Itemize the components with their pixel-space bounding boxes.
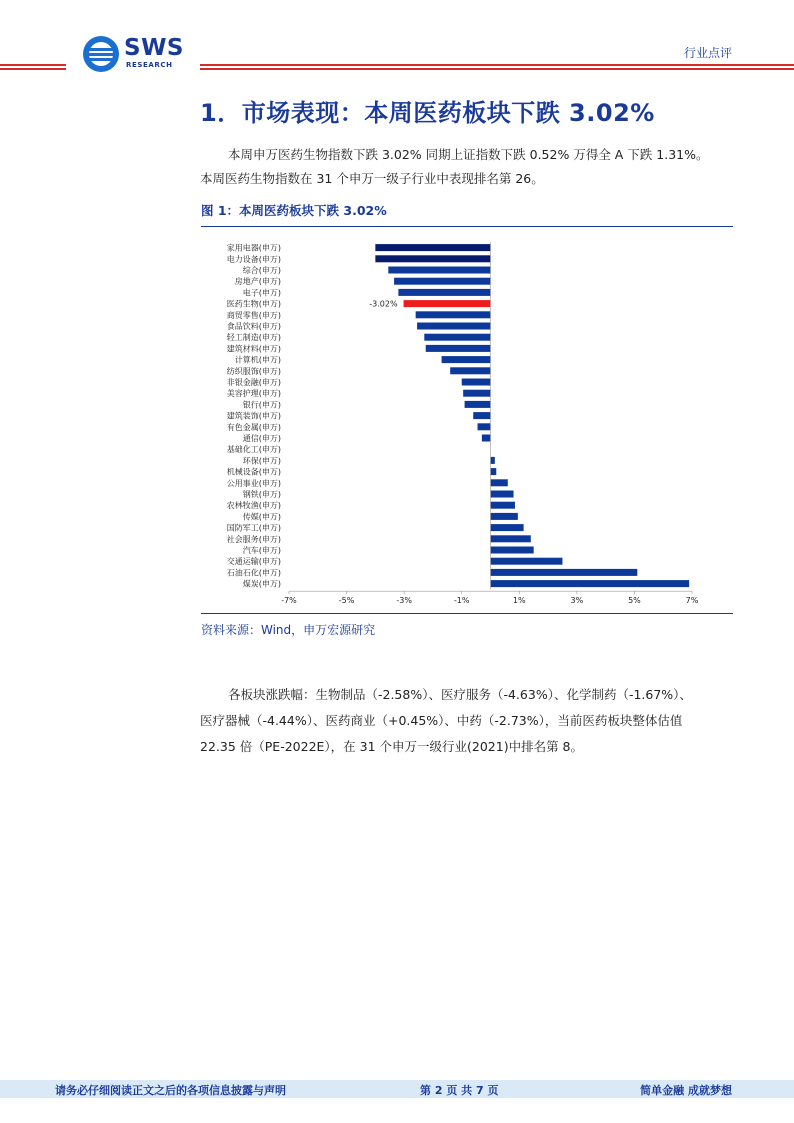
category-label: 电子(申万) [242, 288, 281, 298]
header-rule-red-left2 [0, 68, 66, 70]
x-tick-label: -7% [281, 596, 297, 606]
logo-subtext: RESEARCH [126, 61, 173, 69]
body2-line-1: 各板块涨跌幅：生物制品（-2.58%）、医疗服务（-4.63%）、化学制药（-1.67%）、 [228, 687, 692, 702]
bar [450, 367, 490, 374]
category-label: 基础化工(申万) [226, 445, 281, 455]
category-label: 公用事业(申万) [226, 478, 281, 488]
bar [491, 547, 534, 554]
category-label: 通信(申万) [242, 434, 281, 443]
bar [394, 278, 490, 285]
bar [491, 524, 524, 531]
figure-title: 图 1：本周医药板块下跌 3.02% [201, 203, 387, 218]
bar [465, 401, 491, 408]
category-label: 汽车(申万) [242, 546, 281, 555]
bar [491, 468, 497, 475]
category-label: 轻工制造(申万) [226, 333, 281, 343]
sws-logo-icon [82, 35, 120, 73]
category-label: 食品饮料(申万) [226, 322, 281, 331]
footer-disclaimer: 请务必仔细阅读正文之后的各项信息披露与声明 [55, 1084, 286, 1097]
bar [398, 289, 490, 296]
category-label: 交通运输(申万) [226, 557, 281, 567]
sector-performance-chart [201, 232, 733, 608]
bar [491, 502, 515, 509]
header-rule-red-left [0, 64, 66, 66]
category-label: 非银金融(申万) [226, 378, 281, 387]
bar [417, 323, 490, 330]
bar [426, 345, 491, 352]
bar [473, 412, 490, 419]
category-label: 煤炭(申万) [242, 579, 281, 589]
x-tick-label: 5% [628, 596, 641, 606]
bar [491, 513, 518, 520]
bar [491, 580, 690, 587]
category-label: 商贸零售(申万) [226, 310, 281, 320]
category-label: 纺织服饰(申万) [226, 366, 281, 376]
bar [442, 356, 491, 363]
header-rule-red-right [200, 64, 794, 66]
bar [462, 379, 491, 386]
figure-source: 资料来源：Wind，申万宏源研究 [201, 623, 376, 637]
header-rule-red-right2 [200, 68, 794, 70]
category-label: 美容护理(申万) [226, 389, 281, 399]
figure-bottom-rule [201, 613, 733, 614]
intro-paragraph [200, 143, 740, 191]
highlight-data-label: -3.02% [369, 299, 398, 309]
logo-text: SWS [124, 35, 184, 61]
category-label: 医药生物(申万) [226, 299, 281, 309]
sector-changes-paragraph [200, 682, 740, 760]
category-label: 建筑材料(申万) [226, 344, 281, 354]
body2-line-3: 22.35 倍（PE-2022E），在 31 个申万一级行业(2021)中排名第 8。 [200, 739, 584, 754]
body2-line-2: 医疗器械（-4.44%）、医药商业（+0.45%）、中药（-2.73%），当前医药板块整体估值 [200, 713, 683, 728]
category-label: 钢铁(申万) [242, 490, 281, 499]
category-label: 环保(申万) [242, 456, 281, 466]
x-tick-label: -5% [338, 596, 355, 606]
category-label: 房地产(申万) [234, 277, 281, 287]
section-title: 1．市场表现：本周医药板块下跌 3.02% [200, 99, 655, 127]
category-label: 计算机(申万) [234, 355, 281, 365]
category-label: 电力设备(申万) [226, 254, 281, 264]
category-label: 传媒(申万) [242, 512, 281, 522]
intro-line-2: 本周医药生物指数在 31 个申万一级子行业中表现排名第 26。 [200, 171, 544, 186]
category-label: 综合(申万) [242, 266, 281, 275]
bar [491, 491, 514, 498]
bar [491, 535, 531, 542]
x-tick-label: -1% [453, 596, 470, 606]
bar [491, 457, 495, 464]
bar [491, 569, 638, 576]
bar [482, 435, 491, 442]
category-label: 有色金属(申万) [226, 422, 281, 432]
bar [491, 479, 508, 486]
category-label: 社会服务(申万) [226, 534, 281, 544]
category-label: 石油石化(申万) [226, 568, 281, 578]
bar [491, 558, 563, 565]
report-type-label: 行业点评 [683, 46, 732, 60]
category-label: 银行(申万) [242, 400, 281, 410]
bar [416, 311, 491, 318]
bar [388, 267, 490, 274]
footer-page-number: 第 2 页 共 7 页 [420, 1084, 499, 1097]
category-label: 家用电器(申万) [226, 243, 281, 253]
highlight-bar [404, 300, 491, 307]
category-label: 建筑装饰(申万) [226, 411, 281, 421]
bar [375, 244, 490, 251]
footer-slogan: 简单金融 成就梦想 [640, 1084, 732, 1097]
bar [424, 334, 490, 341]
bar [478, 423, 491, 430]
category-label: 农林牧渔(申万) [226, 501, 281, 511]
x-tick-label: 7% [685, 596, 699, 606]
bar [375, 255, 490, 262]
intro-line-1: 本周申万医药生物指数下跌 3.02% 同期上证指数下跌 0.52% 万得全 A 下跌 1.31%。 [228, 147, 709, 162]
category-label: 国防军工(申万) [226, 523, 281, 533]
figure-top-rule [201, 226, 733, 227]
category-label: 机械设备(申万) [226, 467, 281, 477]
bar [463, 390, 490, 397]
x-tick-label: 1% [512, 596, 526, 606]
x-tick-label: 3% [570, 596, 584, 606]
x-tick-label: -3% [396, 596, 412, 606]
